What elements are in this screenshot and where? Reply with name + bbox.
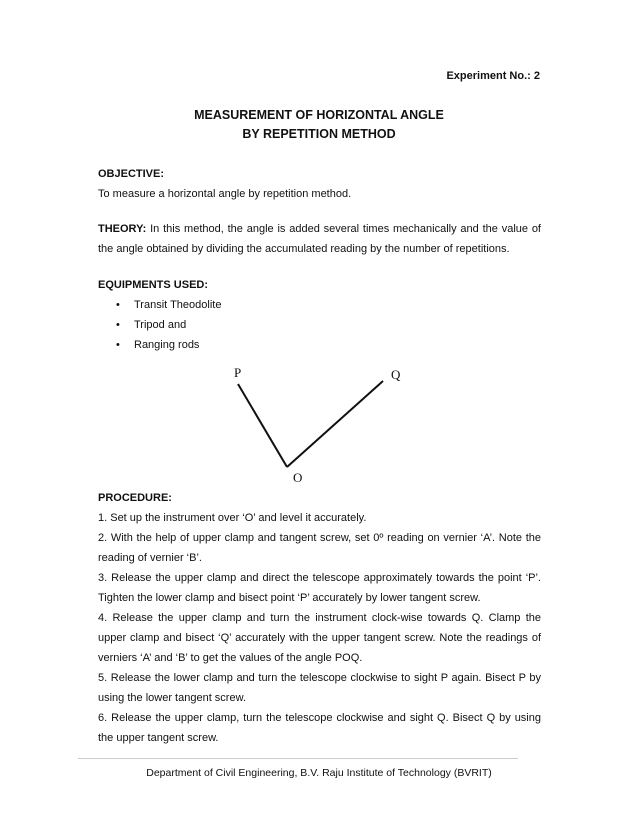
equipments-section — [98, 275, 541, 355]
point-p-label: P — [234, 365, 242, 380]
theory-section — [98, 219, 541, 259]
procedure-step: 1. Set up the instrument over ‘O’ and level it accurately. — [98, 512, 367, 524]
list-item — [98, 295, 541, 315]
procedure-step: 4. Release the upper clamp and turn the instrument clock-wise towards Q. Clamp the upper clamp and bisect ‘Q’ accurately with the upper tangent screw. Note the readings of verniers ‘A’ and ‘B’ to get the values of the angle POQ. — [98, 612, 541, 664]
experiment-number: Experiment No.: 2 — [446, 70, 540, 82]
procedure-step: 3. Release the upper clamp and direct the telescope approximately towards the point ‘P’. Tighten the lower clamp and bisect point ‘P’ accurately by lower tangent screw. — [98, 572, 541, 604]
objective-heading: OBJECTIVE: — [98, 168, 165, 180]
list-item — [98, 335, 541, 355]
procedure-section — [98, 488, 541, 748]
equipment-item-label: Transit Theodolite — [134, 299, 222, 311]
procedure-step: 6. Release the upper clamp, turn the telescope clockwise and sight Q. Bisect Q by using the upper tangent screw. — [98, 712, 541, 744]
footer-divider — [78, 758, 518, 759]
line-op — [238, 384, 287, 467]
point-q-label: Q — [391, 367, 401, 382]
objective-section — [98, 164, 541, 204]
procedure-heading: PROCEDURE: — [98, 492, 172, 504]
theory-heading: THEORY: — [98, 223, 147, 235]
bullet-icon: • — [116, 319, 120, 331]
procedure-step: 5. Release the lower clamp and turn the telescope clockwise to sight P again. Bisect P by using the lower tangent screw. — [98, 672, 541, 704]
point-o-label: O — [293, 470, 303, 485]
angle-poq-diagram — [230, 362, 420, 492]
equipment-item-label: Ranging rods — [134, 339, 200, 351]
line-oq — [287, 381, 383, 467]
equipments-list — [98, 295, 541, 355]
page-title-line-2: BY REPETITION METHOD — [242, 127, 396, 141]
page-title-line-1: MEASUREMENT OF HORIZONTAL ANGLE — [194, 108, 444, 122]
bullet-icon: • — [116, 299, 120, 311]
equipments-heading: EQUIPMENTS USED: — [98, 279, 209, 291]
objective-text: To measure a horizontal angle by repetition method. — [98, 188, 352, 200]
procedure-step: 2. With the help of upper clamp and tangent screw, set 0º reading on vernier ‘A’. Note the reading of vernier ‘B’. — [98, 532, 541, 564]
theory-text: In this method, the angle is added several times mechanically and the value of the angle obtained by dividing the accumulated reading by the number of repetitions. — [98, 223, 541, 255]
equipment-item-label: Tripod and — [134, 319, 187, 331]
list-item — [98, 315, 541, 335]
page-footer: Department of Civil Engineering, B.V. Raju Institute of Technology (BVRIT) — [146, 767, 492, 779]
bullet-icon: • — [116, 339, 120, 351]
